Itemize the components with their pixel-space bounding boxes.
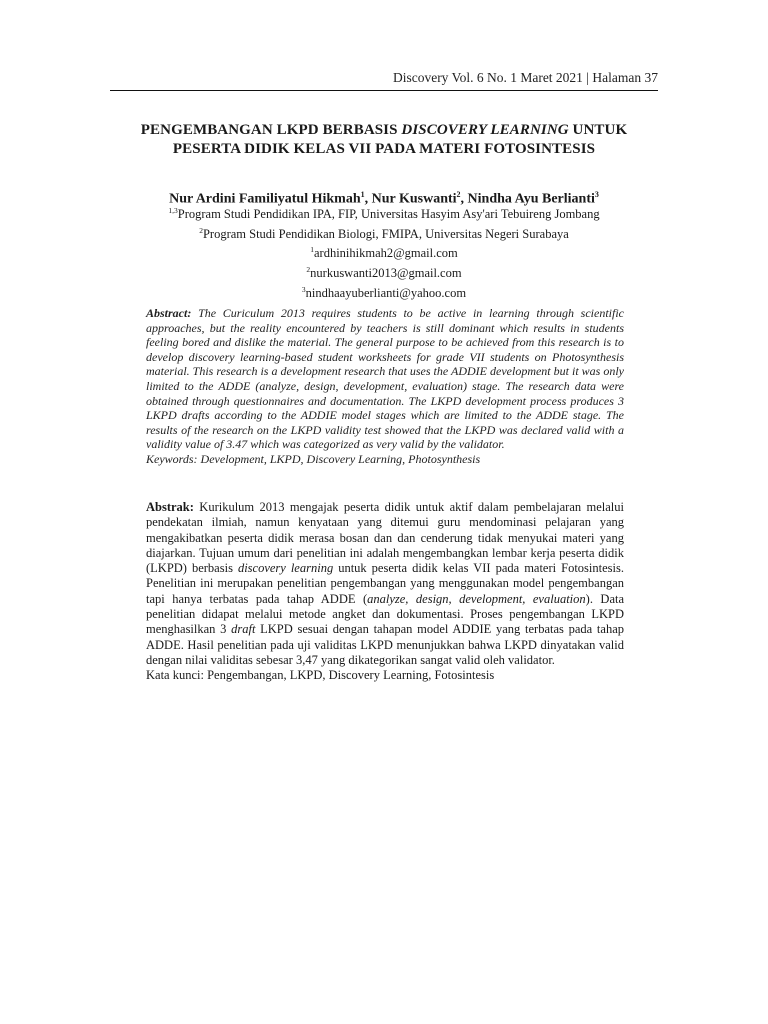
affiliation-list [110,203,658,301]
affiliation-line [110,203,658,223]
email-line [110,262,658,282]
abstrak-italic: draft [231,622,256,637]
affiliation-text: Program Studi Pendidikan Biologi, FMIPA, Universitas Negeri Surabaya [202,226,569,241]
abstrak-italic: analyze, design, development, evaluation [367,591,586,606]
title-line2: PESERTA DIDIK KELAS VII PADA MATERI FOTOSINTESIS [172,141,596,157]
affiliation-sup: 3 [301,284,306,294]
email-line [110,242,658,262]
author-sep: , [460,191,468,207]
abstract-english [146,306,624,467]
author-sup: 3 [594,190,599,199]
affiliation-sup: 1 [310,245,314,255]
author-sep: , [364,191,372,207]
abstract-text: The Curiculum 2013 requires students to be active in learning through scientific approaches, but the reality encountered by teachers is still dominant which results in students feeling bored and dislike the material. The general purpose to be achieved from this research is to develop discovery learning-based student worksheets for grade VII students on Photosynthesis material. This research is a development research that uses the ADDIE development but it was only limited to the ADDE (analyze, design, development, evaluation) stage. The research data were obtained through questionnaires and documentation. The LKPD development process produces 3 LKPD drafts according to the ADDIE model stages which are limited to the ADDE stage. The results of the research on the LKPD validity test showed that the LKPD was declared valid with a validity value of 3.47 which was categorized as very valid by the validator. [146,306,624,452]
author-sup: 1 [360,190,365,199]
author-name: Nur Ardini Familiyatul Hikmah [169,191,361,207]
keywords-indonesian: Kata kunci: Pengembangan, LKPD, Discovery Learning, Fotosintesis [146,668,495,683]
affiliation-text: Program Studi Pendidikan IPA, FIP, Universitas Hasyim Asy'ari Tebuireng Jombang [177,207,600,222]
abstrak-text: Kurikulum 2013 mengajak peserta didik untuk aktif dalam pembelajaran melalui pendekatan ilmiah, namun kenyataan yang ditemui guru mendominasi pelajaran yang mengakibatkan peserta didik merasa bosan dan dan cenderung tidak menyukai materi yang diajarkan. Tujuan umum dari penelitian ini adalah mengembangkan lembar kerja peserta didik (LKPD) berbasis [146,500,624,576]
abstrak-italic: discovery learning [237,561,334,576]
abstrak-text: LKPD sesuai dengan tahapan model ADDIE yang terbatas pada tahap ADDE. Hasil penelitian pada uji validitas LKPD menunjukkan bahwa LKPD dinyatakan valid dengan nilai validitas sebesar 3,47 yang dikategorikan sangat valid oleh validator. [146,622,624,667]
abstract-indonesian [146,500,624,684]
affiliation-line [110,223,658,243]
title-part2: UNTUK [568,122,628,138]
affiliation-sup: 2 [306,264,311,274]
abstrak-label: Abstrak: [146,500,194,514]
author-name: Nur Kuswanti [371,191,457,207]
email-line [110,282,658,302]
keywords-english: Keywords: Development, LKPD, Discovery Learning, Photosynthesis [146,451,481,466]
abstract-label: Abstract: [146,306,192,320]
title-italic: DISCOVERY LEARNING [401,122,569,138]
paper-title [110,121,658,159]
email-text: nindhaayuberlianti@yahoo.com [305,285,467,300]
affiliation-sup: 2 [199,225,203,235]
running-header: Discovery Vol. 6 No. 1 Maret 2021 | Halaman 37 [392,70,658,85]
author-name: Nindha Ayu Berlianti [467,191,595,207]
author-sup: 2 [456,190,461,199]
email-text: nurkuswanti2013@gmail.com [310,266,462,281]
title-part1: PENGEMBANGAN LKPD BERBASIS [140,122,402,138]
header-rule [110,90,658,91]
abstrak-text: untuk peserta didik kelas VII pada materi Fotosintesis. Penelitian ini merupakan penelitian pengembangan yang menggunakan model pengembangan tapi hanya terbatas pada tahap ADDE ( [146,561,624,606]
email-text: ardhinihikmah2@gmail.com [313,246,458,261]
abstrak-text: ). Data penelitian didapat melalui metode angket dan dokumentasi. Proses pengembangan LKPD menghasilkan 3 [146,591,625,637]
affiliation-sup: 1,3 [168,206,178,215]
